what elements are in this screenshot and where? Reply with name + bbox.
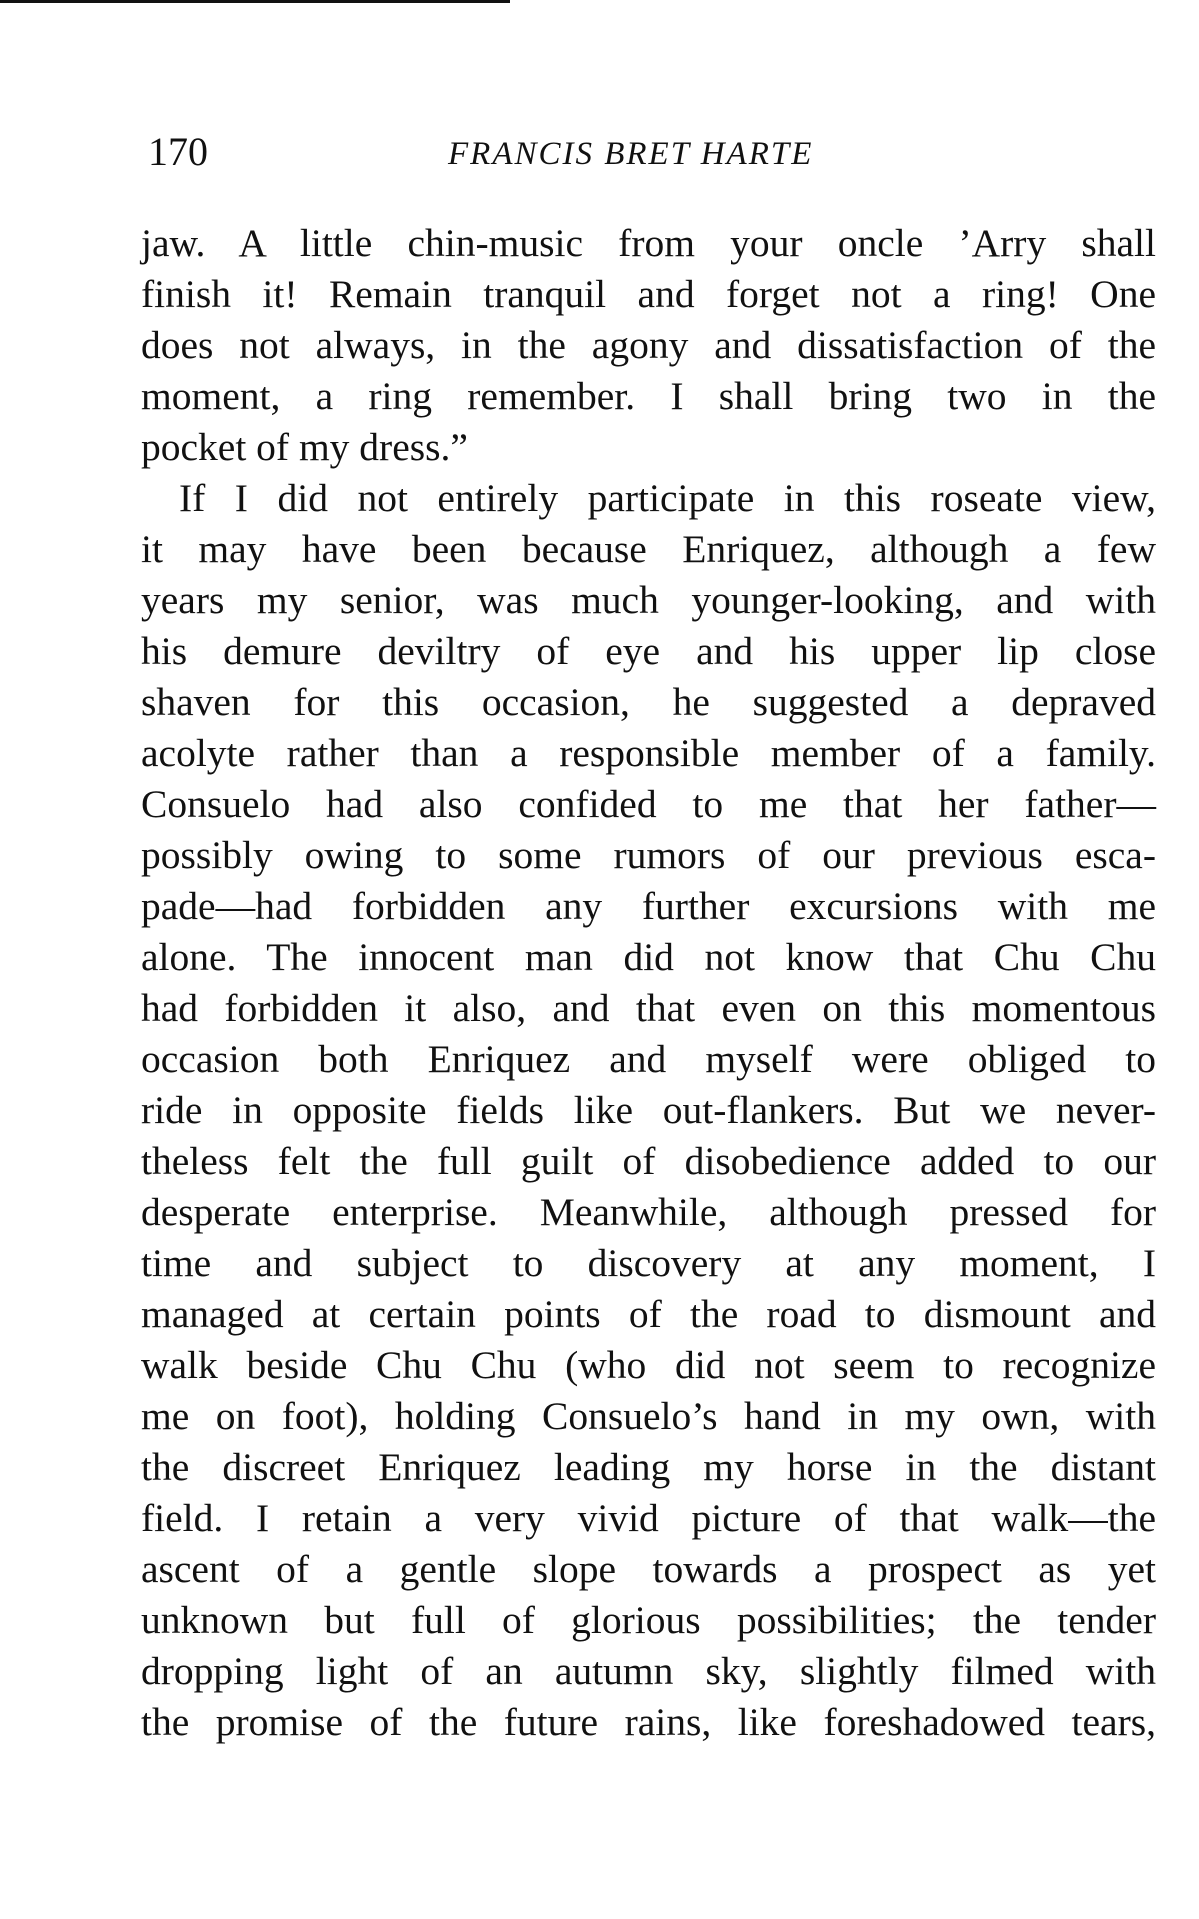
page-number: 170 xyxy=(148,129,208,174)
body-text xyxy=(141,218,1156,1748)
text-line: pocket of my dress.” xyxy=(141,425,468,469)
text-line: pade—had forbidden any further excursions with me xyxy=(141,884,1156,928)
text-line: it may have been because Enriquez, although a few xyxy=(141,527,1156,571)
text-line: time and subject to discovery at any moment, I xyxy=(141,1241,1156,1285)
text-line: possibly owing to some rumors of our previous esca- xyxy=(141,833,1156,877)
text-line: ride in opposite fields like out-flankers. But we never- xyxy=(141,1088,1156,1132)
text-line: me on foot), holding Consuelo’s hand in my own, with xyxy=(141,1394,1156,1438)
text-line: Consuelo had also confided to me that her father— xyxy=(141,782,1156,826)
text-line: the discreet Enriquez leading my horse in the distant xyxy=(141,1445,1156,1489)
text-line: the promise of the future rains, like foreshadowed tears, xyxy=(141,1700,1156,1744)
text-line: ascent of a gentle slope towards a prospect as yet xyxy=(141,1547,1156,1591)
text-line: managed at certain points of the road to dismount and xyxy=(141,1292,1156,1336)
text-line: had forbidden it also, and that even on this momentous xyxy=(141,986,1156,1030)
text-line: jaw. A little chin-music from your oncle ’Arry shall xyxy=(141,221,1156,265)
top-border-line xyxy=(0,0,510,3)
text-line: finish it! Remain tranquil and forget not a ring! One xyxy=(141,272,1156,316)
text-line: shaven for this occasion, he suggested a depraved xyxy=(141,680,1156,724)
text-line: theless felt the full guilt of disobedience added to our xyxy=(141,1139,1156,1183)
text-line: occasion both Enriquez and myself were obliged to xyxy=(141,1037,1156,1081)
text-line: field. I retain a very vivid picture of that walk—the xyxy=(141,1496,1156,1540)
running-header xyxy=(148,128,1163,176)
text-line: does not always, in the agony and dissatisfaction of the xyxy=(141,323,1156,367)
text-line: alone. The innocent man did not know that Chu Chu xyxy=(141,935,1156,979)
text-line: If I did not entirely participate in this roseate view, xyxy=(179,476,1156,520)
text-line: moment, a ring remember. I shall bring two in the xyxy=(141,374,1156,418)
text-line: dropping light of an autumn sky, slightly filmed with xyxy=(141,1649,1156,1693)
book-title: FRANCIS BRET HARTE xyxy=(448,136,814,172)
text-line: acolyte rather than a responsible member of a family. xyxy=(141,731,1156,775)
text-line: years my senior, was much younger-looking, and with xyxy=(141,578,1156,622)
text-line: walk beside Chu Chu (who did not seem to recognize xyxy=(141,1343,1156,1387)
text-line: unknown but full of glorious possibilities; the tender xyxy=(141,1598,1156,1642)
text-line: desperate enterprise. Meanwhile, although pressed for xyxy=(141,1190,1156,1234)
text-line: his demure deviltry of eye and his upper lip close xyxy=(141,629,1156,673)
